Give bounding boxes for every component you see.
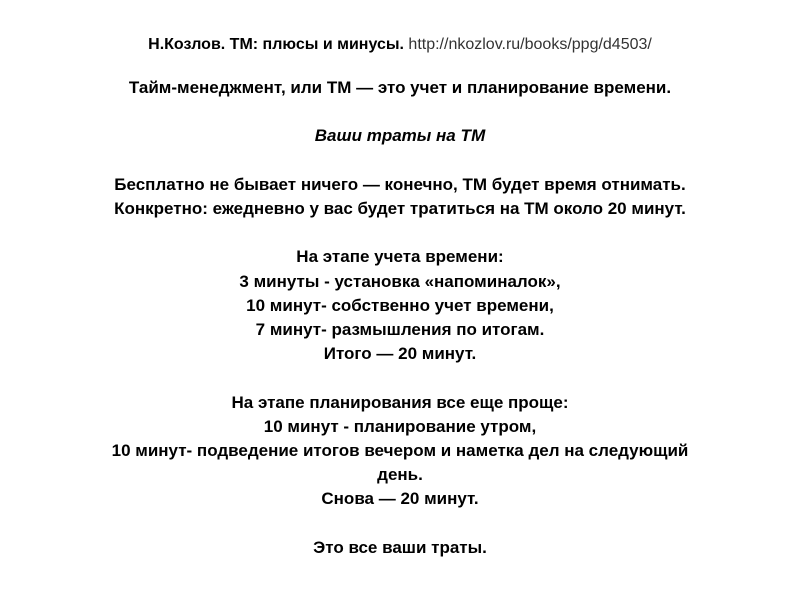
- accounting-item: 7 минут- размышления по итогам.: [255, 319, 545, 339]
- source-url[interactable]: http://nkozlov.ru/books/ppg/d4503/: [408, 36, 652, 53]
- accounting-item: 3 минуты - установка «напоминалок»,: [239, 271, 561, 291]
- summary-line: Бесплатно не бывает ничего — конечно, ТМ будет время отнимать.: [114, 174, 686, 194]
- slide-body: [0, 76, 800, 560]
- spacer: [0, 366, 800, 390]
- accounting-total: Итого — 20 минут.: [323, 344, 477, 364]
- planning-total: Снова — 20 минут.: [321, 489, 479, 509]
- author-title: Н.Козлов. ТМ: плюсы и минусы.: [148, 36, 404, 53]
- accounting-item: 10 минут- собственно учет времени,: [246, 295, 554, 315]
- closing-text: Это все ваши траты.: [313, 537, 487, 557]
- planning-item: 10 минут- подведение итогов вечером и наметка дел на следующий: [111, 440, 689, 460]
- section-heading: Ваши траты на ТМ: [314, 126, 486, 146]
- spacer: [0, 149, 800, 173]
- planning-item: 10 минут - планирование утром,: [263, 416, 537, 436]
- intro-text: Тайм-менеджмент, или ТМ — это учет и планирование времени.: [128, 78, 672, 97]
- spacer: [0, 512, 800, 536]
- spacer: [0, 100, 800, 124]
- planning-item: день.: [377, 465, 423, 485]
- summary-line: Конкретно: ежедневно у вас будет тратиться на ТМ около 20 минут.: [114, 198, 686, 218]
- planning-heading: На этапе планирования все еще проще:: [231, 392, 569, 412]
- accounting-heading: На этапе учета времени:: [296, 247, 504, 267]
- spacer: [0, 221, 800, 245]
- source-header: [0, 35, 800, 55]
